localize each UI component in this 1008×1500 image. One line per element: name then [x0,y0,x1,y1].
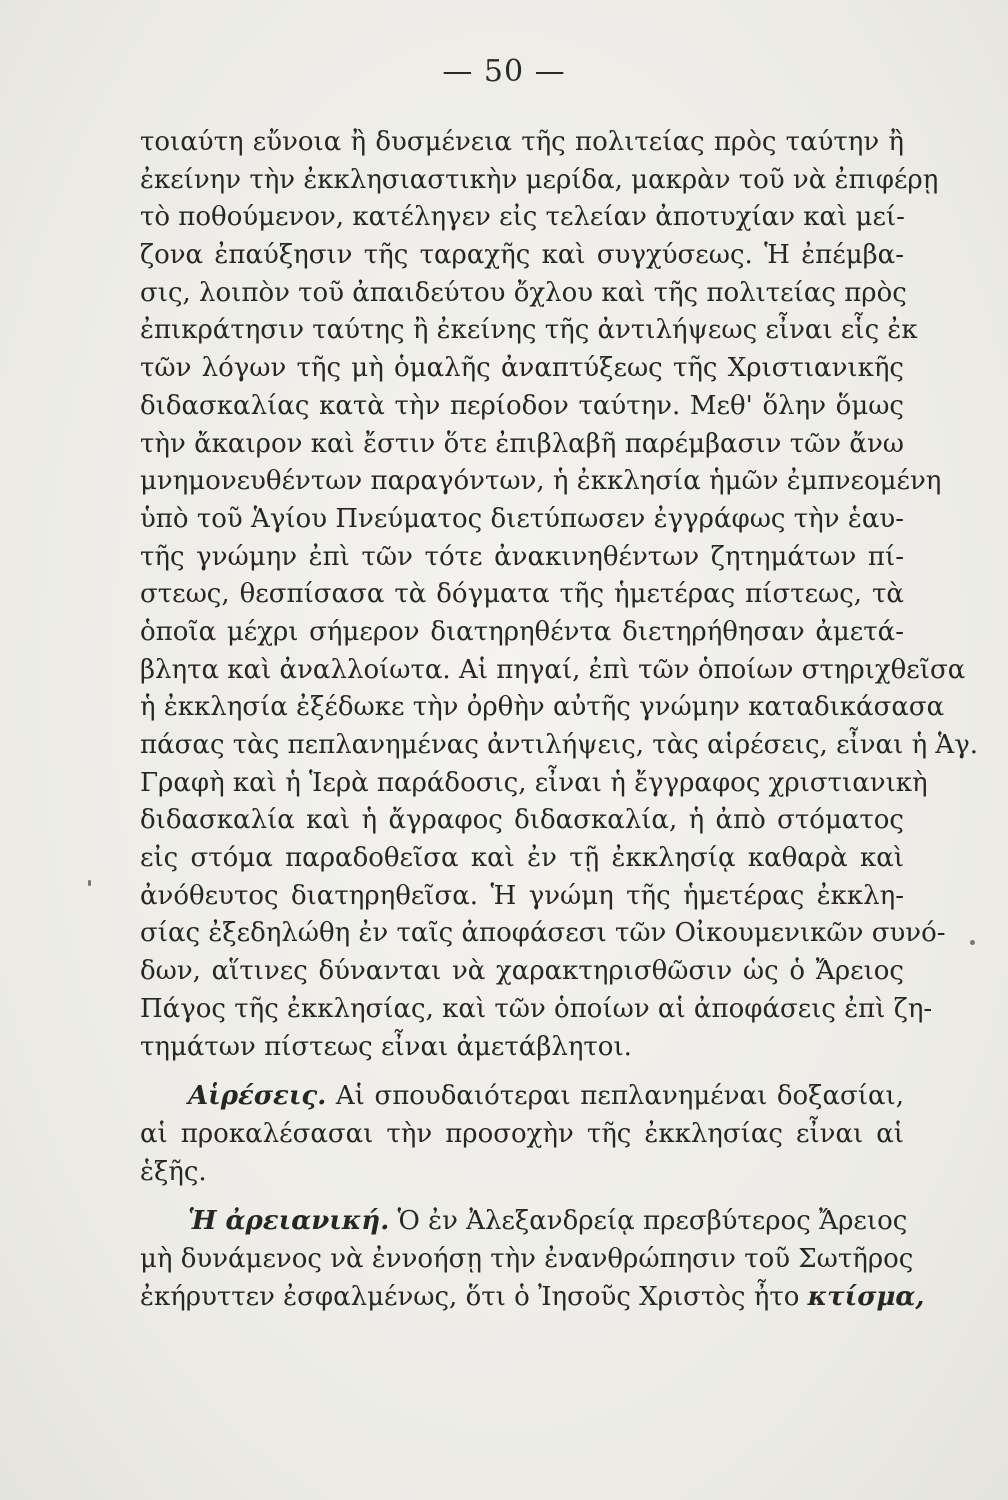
paper-speck [970,940,975,945]
emphasized-word: κτίσμα, [807,1281,925,1312]
text-line: ζονα ἐπαύξησιν τῆς ταραχῆς καὶ συγχύσεως. Ἡ ἐπέμβα- [140,240,904,271]
text-line: διδασκαλία καὶ ἡ ἄγραφος διδασκαλία, ἡ ἀπὸ στόματος [140,805,904,836]
text-line: σις, λοιπὸν τοῦ ἀπαιδεύτου ὄχλου καὶ τῆς πολιτείας πρὸς [140,277,907,308]
text-span: ἐκήρυττεν ἐσφαλμένως, ὅτι ὁ Ἰησοῦς Χριστὸς ἦτο [140,1281,800,1312]
paragraph-heresies [140,1078,904,1191]
text-line: ἀνόθευτος διατηρηθεῖσα. Ἡ γνώμη τῆς ἡμετέρας ἐκκλη- [140,880,904,911]
text-line: εἰς στόμα παραδοθεῖσα καὶ ἐν τῇ ἐκκλησίᾳ καθαρὰ καὶ [140,843,904,874]
text-line: στεως, θεσπίσασα τὰ δόγματα τῆς ἡμετέρας πίστεως, τὰ [140,579,904,610]
text-line: τὴν ἄκαιρον καὶ ἔστιν ὅτε ἐπιβλαβῆ παρέμβασιν τῶν ἄνω [140,428,904,459]
text-line: τὸ ποθούμενον, κατέληγεν εἰς τελείαν ἀποτυχίαν καὶ μεί- [140,202,905,233]
text-line: τῆς γνώμην ἐπὶ τῶν τότε ἀνακινηθέντων ζητημάτων πί- [140,541,904,572]
text-line: τοιαύτη εὔνοια ἢ δυσμένεια τῆς πολιτείας πρὸς ταύτην ἢ [140,127,904,157]
body-text [140,124,978,1316]
text-line: βλητα καὶ ἀναλλοίωτα. Αἱ πηγαί, ἐπὶ τῶν ὁποίων στηριχθεῖσα [140,654,966,685]
text-line [140,1078,904,1116]
text-line [140,1279,925,1317]
paragraph-1 [140,124,978,1066]
section-heading-heresies: Αἱρέσεις. [188,1081,327,1112]
text-line: πάσας τὰς πεπλανημένας ἀντιλήψεις, τὰς αἱρέσεις, εἶναι ἡ Ἁγ. [140,730,978,760]
text-line: ὁποῖα μέχρι σήμερον διατηρηθέντα διετηρήθησαν ἀμετά- [140,616,904,647]
text-line: αἱ προκαλέσασαι τὴν προσοχὴν τῆς ἐκκλησίας εἶναι αἱ [140,1118,904,1149]
text-line: Πάγος τῆς ἐκκλησίας, καὶ τῶν ὁποίων αἱ ἀποφάσεις ἐπὶ ζη- [140,993,933,1024]
text-line: ἐκείνην τὴν ἐκκλησιαστικὴν μερίδα, μακρὰν τοῦ νὰ ἐπιφέρῃ [140,164,939,195]
section-heading-arianism: Ἡ ἀρειανική. [188,1206,390,1237]
text-line: ἡ ἐκκλησία ἐξέδωκε τὴν ὀρθὴν αὐτῆς γνώμην καταδικάσασα [140,692,945,723]
text-line: σίας ἐξεδηλώθη ἐν ταῖς ἀποφάσεσι τῶν Οἰκουμενικῶν συνό- [140,918,946,949]
page-number: — 50 — [442,54,566,89]
text-line: μὴ δυνάμενος νὰ ἐννοήσῃ τὴν ἐνανθρώπησιν τοῦ Σωτῆρος [140,1243,914,1274]
text-span: Ὁ ἐν Ἀλεξανδρείᾳ πρεσβύτερος Ἄρειος [397,1206,908,1237]
text-line: ἐπικράτησιν ταύτης ἢ ἐκείνης τῆς ἀντιλήψεως εἶναι εἷς ἐκ [140,315,918,346]
text-line: ἑξῆς. [140,1156,207,1187]
text-line: δων, αἵτινες δύνανται νὰ χαρακτηρισθῶσιν ὡς ὁ Ἄρειος [140,956,904,987]
paragraph-arianism [140,1203,925,1316]
text-line: ὑπὸ τοῦ Ἁγίου Πνεύματος διετύπωσεν ἐγγράφως τὴν ἑαυ- [140,503,904,534]
text-line: Γραφὴ καὶ ἡ Ἱερὰ παράδοσις, εἶναι ἡ ἔγγραφος χριστιανικὴ [140,767,928,798]
text-line [140,1203,908,1241]
text-span: Αἱ σπουδαιότεραι πεπλανημέναι δοξασίαι, [335,1081,904,1112]
paper-speck [88,880,91,886]
text-line: διδασκαλίας κατὰ τὴν περίοδον ταύτην. Μεθ' ὅλην ὅμως [140,390,904,421]
text-line: μνημονευθέντων παραγόντων, ἡ ἐκκλησία ἡμῶν ἐμπνεομένη [140,466,942,497]
text-line: τῶν λόγων τῆς μὴ ὁμαλῆς ἀναπτύξεως τῆς Χριστιανικῆς [140,353,904,384]
text-line: τημάτων πίστεως εἶναι ἀμετάβλητοι. [140,1031,632,1062]
